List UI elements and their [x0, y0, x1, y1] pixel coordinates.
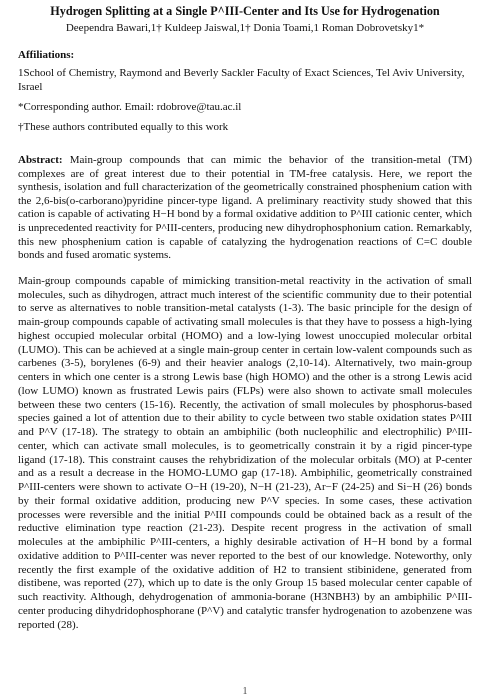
abstract-label: Abstract:	[18, 154, 63, 166]
abstract-text: Main-group compounds that can mimic the behavior of the transition-metal (TM) complexes are of great interest due to their potential in TM-free catalysis. Here, we report the synthesis, isolation and full characterization of the geometrically constrained phosphenium cation with the 2,6-bis(o-carborano)pyridine pincer-type ligand. A preliminary reactivity study showed that this cation is capable of activating H−H bond by a formal oxidative addition to P^III cationic center, which is unprecedented reactivity for P^III-centers, producing new dihydrophosphonium cation. Remarkably, this new phosphenium cation is capable of catalyzing the hydrogenation reactions of C=C double bonds and fused aromatic systems.	[18, 154, 472, 262]
corresponding-author: *Corresponding author. Email: rdobrove@tau.ac.il	[18, 101, 242, 113]
affiliations-heading: Affiliations:	[18, 49, 75, 61]
paper-title: Hydrogen Splitting at a Single P^III-Center and Its Use for Hydrogenation	[50, 4, 440, 18]
author-list: Deependra Bawari,1† Kuldeep Jaiswal,1† Donia Toami,1 Roman Dobrovetsky1*	[65, 22, 425, 34]
equal-contribution-note: †These authors contributed equally to this work	[18, 121, 229, 133]
abstract	[18, 154, 472, 263]
affiliation-1: 1School of Chemistry, Raymond and Beverly Sackler Faculty of Exact Sciences, Tel Aviv University, Israel	[18, 67, 465, 93]
introduction-paragraph: Main-group compounds capable of mimicking transition-metal reactivity in the activation of small molecules, such as dihydrogen, attract much interest of the scientific community due to their potential to serve as alternatives to noble transition-metal catalysts (1-3). The basic principle for the design of main-group compounds capable of activating small molecules is that they have to possess a high-lying highest occupied molecular orbital (HOMO) and a low-lying lowest unoccupied molecular orbital (LUMO). This can be achieved at a single main-group center in certain low-valent compounds such as carbenes (3-5), borylenes (6-9) and their heavier analogs (2,10-14). Alternatively, two main-group centers in which one center is a strong Lewis base (high HOMO) and the other is a strong Lewis acid (low LUMO) known as frustrated Lewis pairs (FLPs) were also shown to activate small molecules between these two centers (15-16). Recently, the activation of small molecules by phosphorus-based species gained a lot of attention due to their ability to cycle between two stable oxidation states P^III and P^V (17-18). The strategy to obtain an ambiphilic (both nucleophilic and electrophilic) P^III-center, which can activate small molecules, is to geometrically constrain it by a rigid pincer-type ligand (17-18). This constraint causes the rehybridization of the molecular orbitals (MO) at P-center and as a result a decrease in the HOMO-LUMO gap (17-18). Ambiphilic, geometrically constrained P^III-centers were shown to activate O−H (19-20), N−H (21-23), Ar−F (24-25) and Si−H (26) bonds by their formal oxidative addition, producing new P^V species. In some cases, these activation processes were reversible and the initial P^III compounds could be obtained back as a result of the reductive elimination type reaction (21-23). Despite recent progress in the activation of small molecules at the ambiphilic P^III-centers, a highly desirable activation of H−H bond by a formal oxidative addition to P^III-center was never reported to the best of our knowledge. Noteworthy, only recently the first example of the oxidative addition of H2 to transient stibinidene, generated from distibene, was reported (27), which up to date is the only Group 15 based molecular center capable of such reactivity. Although, dehydrogenation of ammonia-borane (H3NBH3) by an ambiphilic P^III-center producing dihydridophosphorane (P^V) and catalytic transfer hydrogenation to azobenzene was reported (28).	[18, 274, 472, 631]
page-number: 1	[242, 686, 248, 697]
